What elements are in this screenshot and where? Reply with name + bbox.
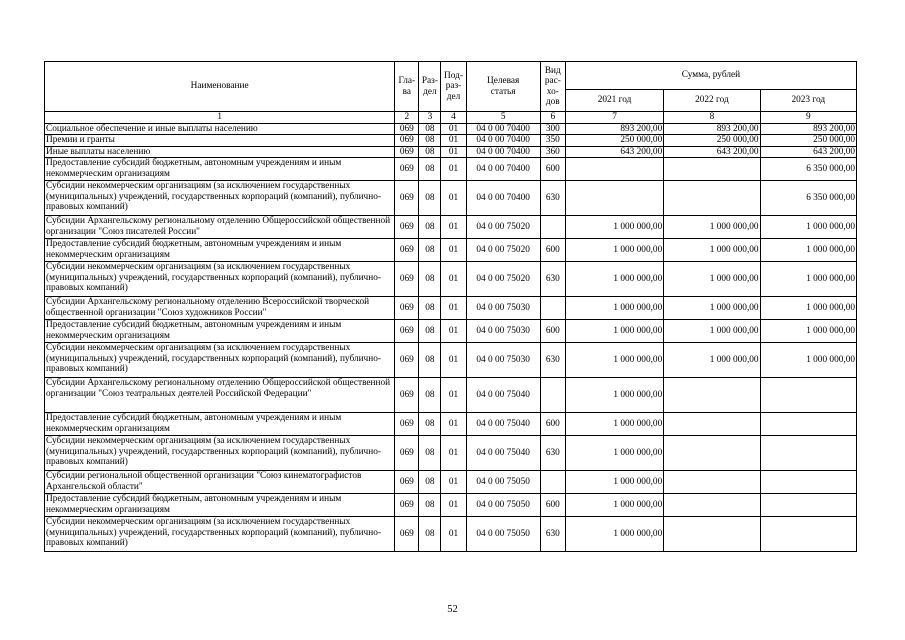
- row-sum-2022: 1 000 000,00: [664, 216, 760, 239]
- row-podrazdel: 01: [441, 135, 466, 147]
- col-index: 5: [466, 112, 540, 124]
- row-razdel: 08: [419, 343, 441, 378]
- row-vid-rashodov: 360: [540, 146, 565, 158]
- header-name: Наименование: [45, 62, 395, 112]
- row-glava: 069: [395, 436, 419, 471]
- row-razdel: 08: [419, 181, 441, 216]
- row-sum-2021: [565, 181, 663, 216]
- row-sum-2022: [664, 181, 760, 216]
- row-vid-rashodov: 630: [540, 262, 565, 297]
- row-sum-2022: 1 000 000,00: [664, 239, 760, 262]
- row-sum-2021: 1 000 000,00: [565, 494, 663, 517]
- row-sum-2022: 1 000 000,00: [664, 262, 760, 297]
- row-razdel: 08: [419, 135, 441, 147]
- row-sum-2023: 1 000 000,00: [760, 297, 856, 320]
- row-vid-rashodov: 600: [540, 494, 565, 517]
- row-glava: 069: [395, 413, 419, 436]
- row-sum-2023: [760, 517, 856, 552]
- row-celevaya-statya: 04 0 00 70400: [466, 181, 540, 216]
- row-name: Предоставление субсидий бюджетным, автономным учреждениям и иным некоммерческим организациям: [45, 413, 395, 436]
- row-sum-2023: [760, 471, 856, 494]
- row-celevaya-statya: 04 0 00 75020: [466, 239, 540, 262]
- row-celevaya-statya: 04 0 00 75030: [466, 320, 540, 343]
- row-razdel: 08: [419, 320, 441, 343]
- row-sum-2023: [760, 413, 856, 436]
- column-index-row: [45, 112, 857, 124]
- row-glava: 069: [395, 378, 419, 413]
- row-podrazdel: 01: [441, 471, 466, 494]
- table-row: [45, 181, 857, 216]
- row-name: Предоставление субсидий бюджетным, автономным учреждениям и иным некоммерческим организациям: [45, 239, 395, 262]
- row-name: Предоставление субсидий бюджетным, автономным учреждениям и иным некоммерческим организациям: [45, 494, 395, 517]
- row-podrazdel: 01: [441, 517, 466, 552]
- row-celevaya-statya: 04 0 00 75050: [466, 494, 540, 517]
- row-sum-2023: 1 000 000,00: [760, 262, 856, 297]
- row-celevaya-statya: 04 0 00 75040: [466, 436, 540, 471]
- row-name: Премии и гранты: [45, 135, 395, 147]
- row-sum-2021: 1 000 000,00: [565, 517, 663, 552]
- row-vid-rashodov: 630: [540, 181, 565, 216]
- row-sum-2023: 1 000 000,00: [760, 239, 856, 262]
- row-sum-2021: 1 000 000,00: [565, 320, 663, 343]
- row-vid-rashodov: 600: [540, 158, 565, 181]
- row-sum-2023: 1 000 000,00: [760, 343, 856, 378]
- header-year-2021: 2021 год: [565, 90, 663, 112]
- row-glava: 069: [395, 181, 419, 216]
- row-sum-2021: 1 000 000,00: [565, 343, 663, 378]
- row-sum-2022: [664, 494, 760, 517]
- row-vid-rashodov: 630: [540, 343, 565, 378]
- row-podrazdel: 01: [441, 413, 466, 436]
- row-sum-2022: [664, 436, 760, 471]
- table-row: [45, 378, 857, 413]
- table-body: [45, 123, 857, 552]
- row-sum-2022: 250 000,00: [664, 135, 760, 147]
- row-glava: 069: [395, 239, 419, 262]
- col-index: 8: [664, 112, 760, 124]
- col-index: 9: [760, 112, 856, 124]
- row-sum-2023: 6 350 000,00: [760, 158, 856, 181]
- row-razdel: 08: [419, 471, 441, 494]
- row-name: Предоставление субсидий бюджетным, автономным учреждениям и иным некоммерческим организациям: [45, 320, 395, 343]
- row-name: Иные выплаты населению: [45, 146, 395, 158]
- row-vid-rashodov: 600: [540, 320, 565, 343]
- row-celevaya-statya: 04 0 00 75020: [466, 216, 540, 239]
- row-sum-2023: [760, 494, 856, 517]
- row-vid-rashodov: 600: [540, 413, 565, 436]
- row-sum-2022: [664, 517, 760, 552]
- row-sum-2023: 250 000,00: [760, 135, 856, 147]
- row-name: Субсидии некоммерческим организациям (за исключением государственных (муниципальных) учреждений, государственных корпораций (компаний), публично-правовых компаний): [45, 262, 395, 297]
- row-podrazdel: 01: [441, 158, 466, 181]
- header-summa: Сумма, рублей: [565, 62, 856, 90]
- row-celevaya-statya: 04 0 00 70400: [466, 135, 540, 147]
- row-sum-2021: [565, 158, 663, 181]
- row-podrazdel: 01: [441, 378, 466, 413]
- row-razdel: 08: [419, 378, 441, 413]
- row-glava: 069: [395, 158, 419, 181]
- row-celevaya-statya: 04 0 00 75030: [466, 297, 540, 320]
- row-celevaya-statya: 04 0 00 70400: [466, 123, 540, 135]
- row-sum-2021: 643 200,00: [565, 146, 663, 158]
- row-sum-2021: 1 000 000,00: [565, 471, 663, 494]
- table-row: [45, 146, 857, 158]
- row-sum-2022: 1 000 000,00: [664, 320, 760, 343]
- row-podrazdel: 01: [441, 216, 466, 239]
- row-celevaya-statya: 04 0 00 75050: [466, 471, 540, 494]
- header-vid: Вид рас- хо- дов: [540, 62, 565, 112]
- row-razdel: 08: [419, 297, 441, 320]
- col-index: 1: [45, 112, 395, 124]
- row-sum-2021: 1 000 000,00: [565, 413, 663, 436]
- row-vid-rashodov: [540, 297, 565, 320]
- table-row: [45, 262, 857, 297]
- row-celevaya-statya: 04 0 00 70400: [466, 146, 540, 158]
- row-sum-2023: 643 200,00: [760, 146, 856, 158]
- col-index: 2: [395, 112, 419, 124]
- row-razdel: 08: [419, 123, 441, 135]
- row-sum-2021: 1 000 000,00: [565, 262, 663, 297]
- row-glava: 069: [395, 146, 419, 158]
- row-sum-2023: 6 350 000,00: [760, 181, 856, 216]
- row-name: Субсидии некоммерческим организациям (за исключением государственных (муниципальных) учреждений, государственных корпораций (компаний), публично-правовых компаний): [45, 181, 395, 216]
- row-name: Субсидии Архангельскому региональному отделению Общероссийской общественной организации "Союз писателей России": [45, 216, 395, 239]
- row-podrazdel: 01: [441, 494, 466, 517]
- header-row: [45, 62, 857, 90]
- col-index: 3: [419, 112, 441, 124]
- row-razdel: 08: [419, 146, 441, 158]
- row-celevaya-statya: 04 0 00 75050: [466, 517, 540, 552]
- row-name: Предоставление субсидий бюджетным, автономным учреждениям и иным некоммерческим организациям: [45, 158, 395, 181]
- table-row: [45, 123, 857, 135]
- row-razdel: 08: [419, 494, 441, 517]
- page-number: 52: [447, 604, 458, 615]
- row-podrazdel: 01: [441, 181, 466, 216]
- row-name: Субсидии Архангельскому региональному отделению Общероссийской общественной организации "Союз театральных деятелей Российской Федерации": [45, 378, 395, 413]
- row-glava: 069: [395, 517, 419, 552]
- table-row: [45, 517, 857, 552]
- row-sum-2022: [664, 378, 760, 413]
- row-razdel: 08: [419, 436, 441, 471]
- table-row: [45, 343, 857, 378]
- col-index: 7: [565, 112, 663, 124]
- table-row: [45, 413, 857, 436]
- row-celevaya-statya: 04 0 00 75020: [466, 262, 540, 297]
- row-celevaya-statya: 04 0 00 75040: [466, 378, 540, 413]
- row-name: Субсидии региональной общественной организации "Союз кинематографистов Архангельской области": [45, 471, 395, 494]
- row-vid-rashodov: [540, 471, 565, 494]
- row-podrazdel: 01: [441, 262, 466, 297]
- row-glava: 069: [395, 343, 419, 378]
- row-sum-2022: 1 000 000,00: [664, 343, 760, 378]
- row-podrazdel: 01: [441, 320, 466, 343]
- budget-table: [44, 61, 857, 552]
- row-glava: 069: [395, 494, 419, 517]
- row-glava: 069: [395, 123, 419, 135]
- row-sum-2021: 1 000 000,00: [565, 297, 663, 320]
- table-row: [45, 494, 857, 517]
- row-razdel: 08: [419, 239, 441, 262]
- table-row: [45, 436, 857, 471]
- row-celevaya-statya: 04 0 00 75030: [466, 343, 540, 378]
- row-sum-2021: 1 000 000,00: [565, 216, 663, 239]
- table-row: [45, 471, 857, 494]
- row-sum-2021: 1 000 000,00: [565, 239, 663, 262]
- row-podrazdel: 01: [441, 123, 466, 135]
- row-sum-2021: 1 000 000,00: [565, 378, 663, 413]
- row-celevaya-statya: 04 0 00 70400: [466, 158, 540, 181]
- col-index: 6: [540, 112, 565, 124]
- row-sum-2022: [664, 158, 760, 181]
- row-vid-rashodov: 630: [540, 436, 565, 471]
- row-razdel: 08: [419, 262, 441, 297]
- table-row: [45, 135, 857, 147]
- row-vid-rashodov: [540, 378, 565, 413]
- table-row: [45, 216, 857, 239]
- row-sum-2023: [760, 378, 856, 413]
- row-vid-rashodov: 600: [540, 239, 565, 262]
- row-name: Субсидии некоммерческим организациям (за исключением государственных (муниципальных) учреждений, государственных корпораций (компаний), публично-правовых компаний): [45, 436, 395, 471]
- row-podrazdel: 01: [441, 146, 466, 158]
- row-sum-2023: 1 000 000,00: [760, 320, 856, 343]
- row-glava: 069: [395, 297, 419, 320]
- row-sum-2022: [664, 413, 760, 436]
- row-razdel: 08: [419, 413, 441, 436]
- row-glava: 069: [395, 320, 419, 343]
- table-row: [45, 320, 857, 343]
- row-sum-2021: 893 200,00: [565, 123, 663, 135]
- row-sum-2021: 1 000 000,00: [565, 436, 663, 471]
- row-vid-rashodov: [540, 216, 565, 239]
- row-vid-rashodov: 350: [540, 135, 565, 147]
- header-year-2023: 2023 год: [760, 90, 856, 112]
- row-sum-2023: [760, 436, 856, 471]
- row-name: Субсидии некоммерческим организациям (за исключением государственных (муниципальных) учреждений, государственных корпораций (компаний), публично-правовых компаний): [45, 343, 395, 378]
- table-row: [45, 239, 857, 262]
- row-glava: 069: [395, 471, 419, 494]
- row-name: Субсидии Архангельскому региональному отделению Всероссийской творческой общественной организации "Союз художников России": [45, 297, 395, 320]
- row-glava: 069: [395, 216, 419, 239]
- row-podrazdel: 01: [441, 343, 466, 378]
- row-podrazdel: 01: [441, 436, 466, 471]
- header-celevaya: Целевая статья: [466, 62, 540, 112]
- table-row: [45, 297, 857, 320]
- header-razdel: Раз- дел: [419, 62, 441, 112]
- row-sum-2022: 893 200,00: [664, 123, 760, 135]
- row-glava: 069: [395, 135, 419, 147]
- row-sum-2022: 1 000 000,00: [664, 297, 760, 320]
- row-sum-2022: [664, 471, 760, 494]
- row-sum-2023: 893 200,00: [760, 123, 856, 135]
- row-razdel: 08: [419, 158, 441, 181]
- row-razdel: 08: [419, 216, 441, 239]
- row-razdel: 08: [419, 517, 441, 552]
- col-index: 4: [441, 112, 466, 124]
- row-vid-rashodov: 630: [540, 517, 565, 552]
- row-glava: 069: [395, 262, 419, 297]
- row-podrazdel: 01: [441, 239, 466, 262]
- table-row: [45, 158, 857, 181]
- row-podrazdel: 01: [441, 297, 466, 320]
- row-sum-2023: 1 000 000,00: [760, 216, 856, 239]
- row-vid-rashodov: 300: [540, 123, 565, 135]
- header-glava: Гла- ва: [395, 62, 419, 112]
- header-podrazdel: Под- раз- дел: [441, 62, 466, 112]
- row-sum-2021: 250 000,00: [565, 135, 663, 147]
- row-name: Субсидии некоммерческим организациям (за исключением государственных (муниципальных) учреждений, государственных корпораций (компаний), публично-правовых компаний): [45, 517, 395, 552]
- header-year-2022: 2022 год: [664, 90, 760, 112]
- row-celevaya-statya: 04 0 00 75040: [466, 413, 540, 436]
- row-name: Социальное обеспечение и иные выплаты населению: [45, 123, 395, 135]
- row-sum-2022: 643 200,00: [664, 146, 760, 158]
